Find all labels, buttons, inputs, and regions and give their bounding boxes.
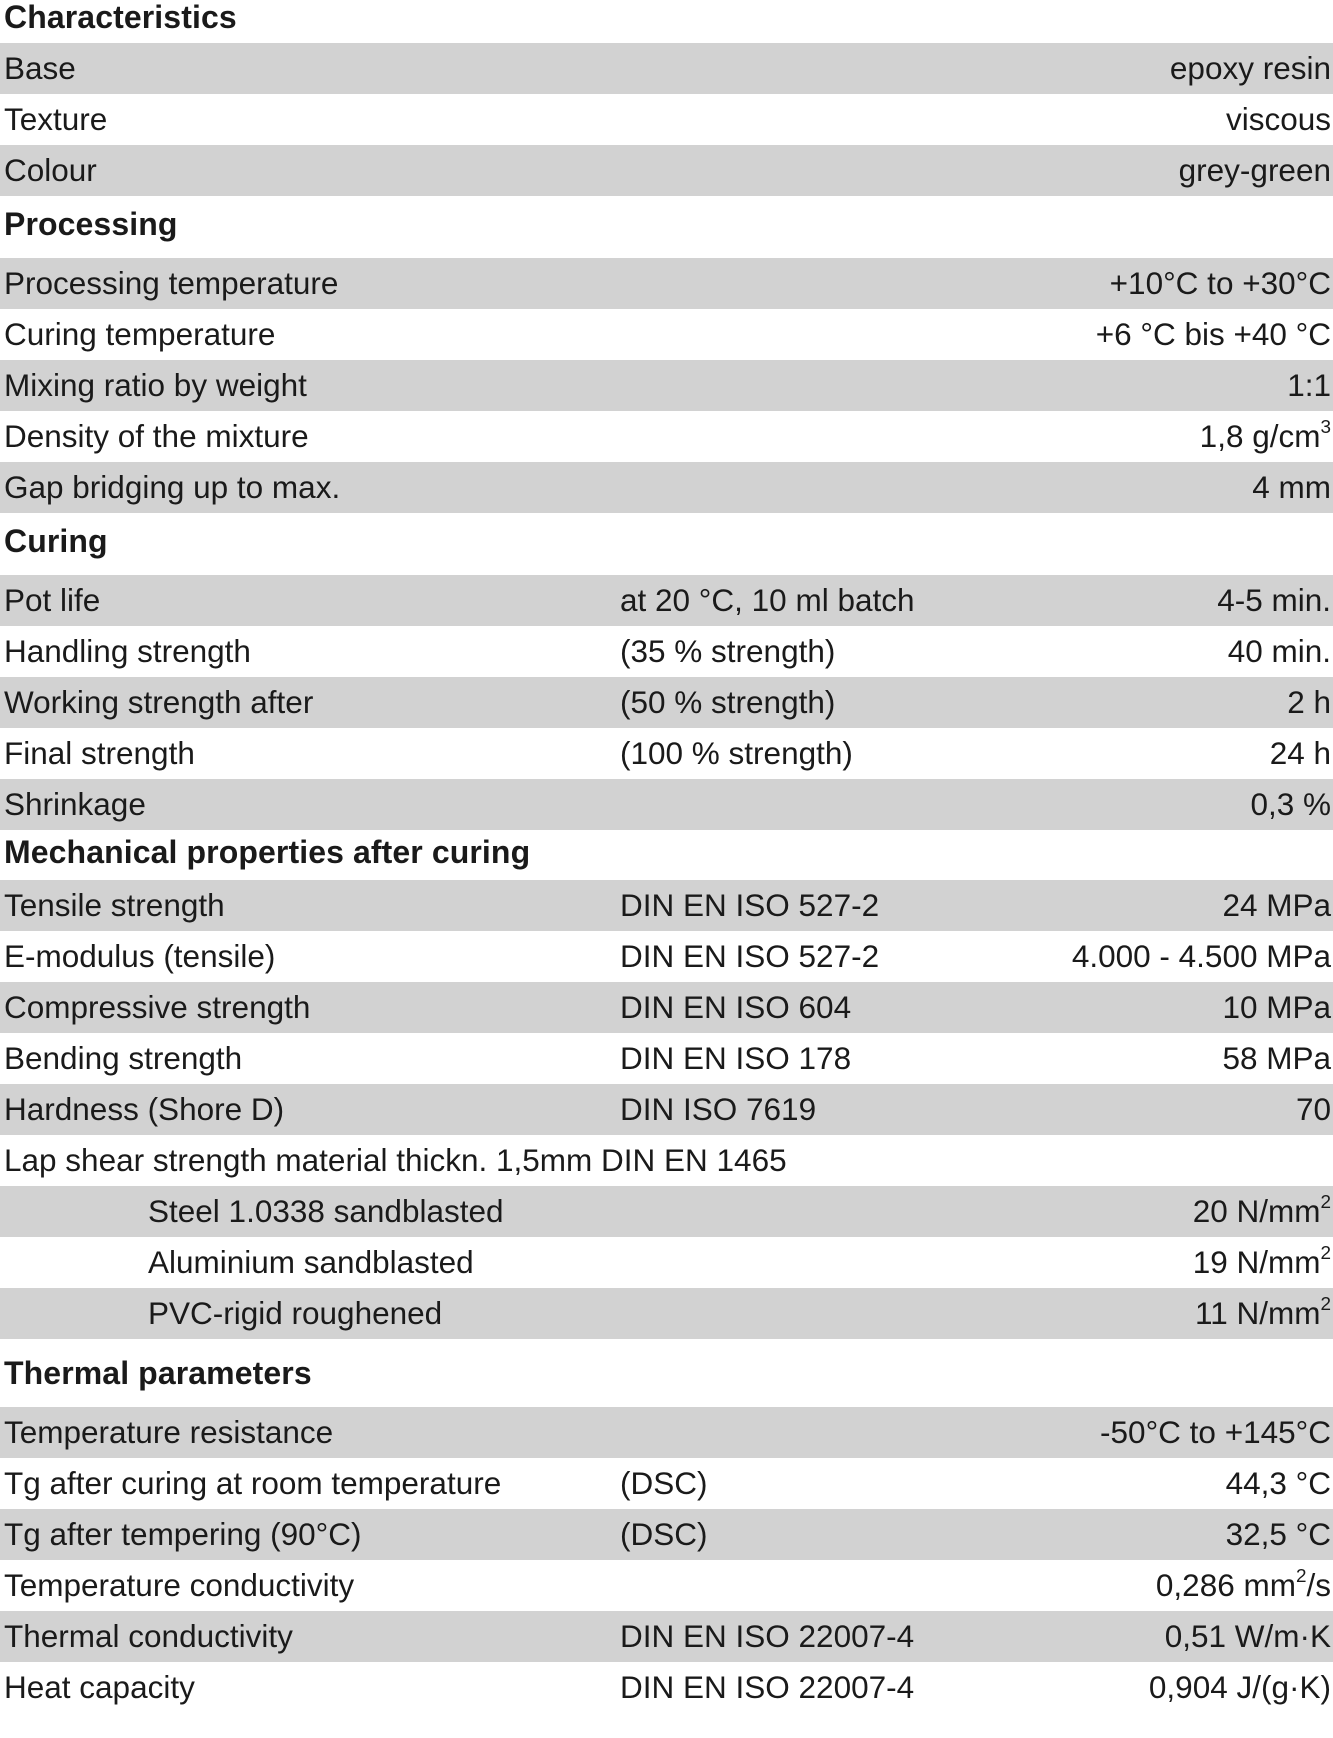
- row-value: 10 MPa: [1222, 989, 1331, 1025]
- row-condition: (DSC): [620, 1516, 708, 1552]
- row-label: Tg after tempering (90°C): [4, 1516, 362, 1552]
- table-row: [0, 1560, 1333, 1611]
- row-value: +10°C to +30°C: [1109, 265, 1331, 301]
- table-row: [0, 258, 1333, 309]
- value-text: 20 N/mm: [1192, 1193, 1321, 1229]
- row-condition: at 20 °C, 10 ml batch: [620, 582, 915, 618]
- section-title-processing: Processing: [4, 205, 178, 242]
- value-superscript: 2: [1320, 1242, 1331, 1264]
- table-row: [0, 626, 1333, 677]
- table-row: [0, 1458, 1333, 1509]
- row-label: Temperature conductivity: [4, 1567, 355, 1603]
- row-value: +6 °C bis +40 °C: [1095, 316, 1331, 352]
- table-row: [0, 779, 1333, 830]
- row-value: 4 mm: [1252, 469, 1331, 505]
- row-value: 0,904 J/(g·K): [1148, 1669, 1331, 1705]
- row-condition: DIN EN ISO 604: [620, 989, 852, 1025]
- value-text: 19 N/mm: [1192, 1244, 1321, 1280]
- row-value: epoxy resin: [1169, 50, 1331, 86]
- row-label: Temperature resistance: [4, 1414, 334, 1450]
- table-row: [0, 880, 1333, 931]
- row-value: 24 MPa: [1222, 887, 1331, 923]
- row-value: [1156, 1567, 1331, 1604]
- row-value: grey-green: [1178, 152, 1331, 188]
- value-superscript: 2: [1320, 1191, 1331, 1213]
- table-row: [0, 1084, 1333, 1135]
- row-value: [1200, 418, 1331, 455]
- value-suffix: /s: [1306, 1567, 1331, 1603]
- row-label: Tg after curing at room temperature: [4, 1465, 502, 1501]
- row-label: Heat capacity: [4, 1669, 195, 1705]
- table-row: [0, 94, 1333, 145]
- row-label: Processing temperature: [4, 265, 339, 301]
- row-value: 44,3 °C: [1225, 1465, 1331, 1501]
- row-label: Colour: [4, 152, 97, 188]
- row-label: Thermal conductivity: [4, 1618, 293, 1654]
- row-value: 4.000 - 4.500 MPa: [1071, 938, 1331, 974]
- table-row: [0, 1237, 1333, 1288]
- section-title-thermal: Thermal parameters: [4, 1354, 312, 1391]
- row-value: 2 h: [1287, 684, 1331, 720]
- table-row: [0, 1186, 1333, 1237]
- table-row: [0, 462, 1333, 513]
- table-row: [0, 1033, 1333, 1084]
- row-label: Mixing ratio by weight: [4, 367, 307, 403]
- row-value: 24 h: [1269, 735, 1331, 771]
- lap-shear-heading: Lap shear strength material thickn. 1,5mm DIN EN 1465: [4, 1142, 787, 1178]
- row-label: Aluminium sandblasted: [148, 1244, 474, 1280]
- table-row: [0, 677, 1333, 728]
- row-condition: DIN EN ISO 178: [620, 1040, 852, 1076]
- row-condition: (100 % strength): [620, 735, 853, 771]
- row-condition: (50 % strength): [620, 684, 836, 720]
- row-label: Pot life: [4, 582, 101, 618]
- lap-shear-heading-row: [0, 1135, 1333, 1186]
- row-label: Shrinkage: [4, 786, 146, 822]
- row-label: Compressive strength: [4, 989, 311, 1025]
- row-label: Curing temperature: [4, 316, 276, 352]
- row-label: Hardness (Shore D): [4, 1091, 285, 1127]
- row-value: 32,5 °C: [1225, 1516, 1331, 1552]
- table-row: [0, 43, 1333, 94]
- table-row: [0, 411, 1333, 462]
- row-label: Bending strength: [4, 1040, 243, 1076]
- table-row: [0, 1662, 1333, 1713]
- table-row: [0, 309, 1333, 360]
- table-row: [0, 1288, 1333, 1339]
- section-title-characteristics: Characteristics: [4, 0, 237, 35]
- row-value: 0,51 W/m·K: [1164, 1618, 1331, 1654]
- row-value: 58 MPa: [1222, 1040, 1331, 1076]
- row-label: Steel 1.0338 sandblasted: [148, 1193, 504, 1229]
- row-label: Final strength: [4, 735, 195, 771]
- row-value: 1:1: [1287, 367, 1331, 403]
- row-condition: DIN ISO 7619: [620, 1091, 817, 1127]
- row-value: 0,3 %: [1250, 786, 1331, 822]
- row-label: Working strength after: [4, 684, 314, 720]
- row-value: viscous: [1225, 101, 1331, 137]
- table-row: [0, 575, 1333, 626]
- row-label: Base: [4, 50, 76, 86]
- row-value: 4-5 min.: [1217, 582, 1331, 618]
- table-row: [0, 931, 1333, 982]
- row-label: Density of the mixture: [4, 418, 309, 454]
- row-label: PVC-rigid roughened: [148, 1295, 443, 1331]
- row-condition: (DSC): [620, 1465, 708, 1501]
- value-superscript: 2: [1320, 1293, 1331, 1315]
- row-value: [1193, 1244, 1331, 1281]
- row-value: [1193, 1193, 1331, 1230]
- row-label: Gap bridging up to max.: [4, 469, 341, 505]
- row-label: Texture: [4, 101, 108, 137]
- row-condition: DIN EN ISO 22007-4: [620, 1669, 915, 1705]
- table-row: [0, 982, 1333, 1033]
- table-row: [0, 728, 1333, 779]
- row-value: -50°C to +145°C: [1100, 1414, 1331, 1450]
- value-superscript: 2: [1295, 1565, 1307, 1587]
- section-title-curing: Curing: [4, 522, 108, 559]
- row-value: 70: [1295, 1091, 1331, 1127]
- row-value: 40 min.: [1227, 633, 1331, 669]
- table-row: [0, 1611, 1333, 1662]
- row-condition: DIN EN ISO 527-2: [620, 938, 880, 974]
- row-condition: (35 % strength): [620, 633, 836, 669]
- value-text: 0,286 mm: [1155, 1567, 1296, 1603]
- row-value: [1195, 1295, 1331, 1332]
- table-row: [0, 1509, 1333, 1560]
- row-label: E-modulus (tensile): [4, 938, 276, 974]
- table-row: [0, 1407, 1333, 1458]
- value-text: 11 N/mm: [1195, 1295, 1321, 1331]
- value-superscript: 3: [1320, 416, 1331, 438]
- value-text: 1,8 g/cm: [1199, 418, 1321, 454]
- row-label: Handling strength: [4, 633, 251, 669]
- section-title-mechanical: Mechanical properties after curing: [4, 833, 531, 870]
- table-row: [0, 145, 1333, 196]
- table-row: [0, 360, 1333, 411]
- row-condition: DIN EN ISO 22007-4: [620, 1618, 915, 1654]
- row-condition: DIN EN ISO 527-2: [620, 887, 880, 923]
- row-label: Tensile strength: [4, 887, 225, 923]
